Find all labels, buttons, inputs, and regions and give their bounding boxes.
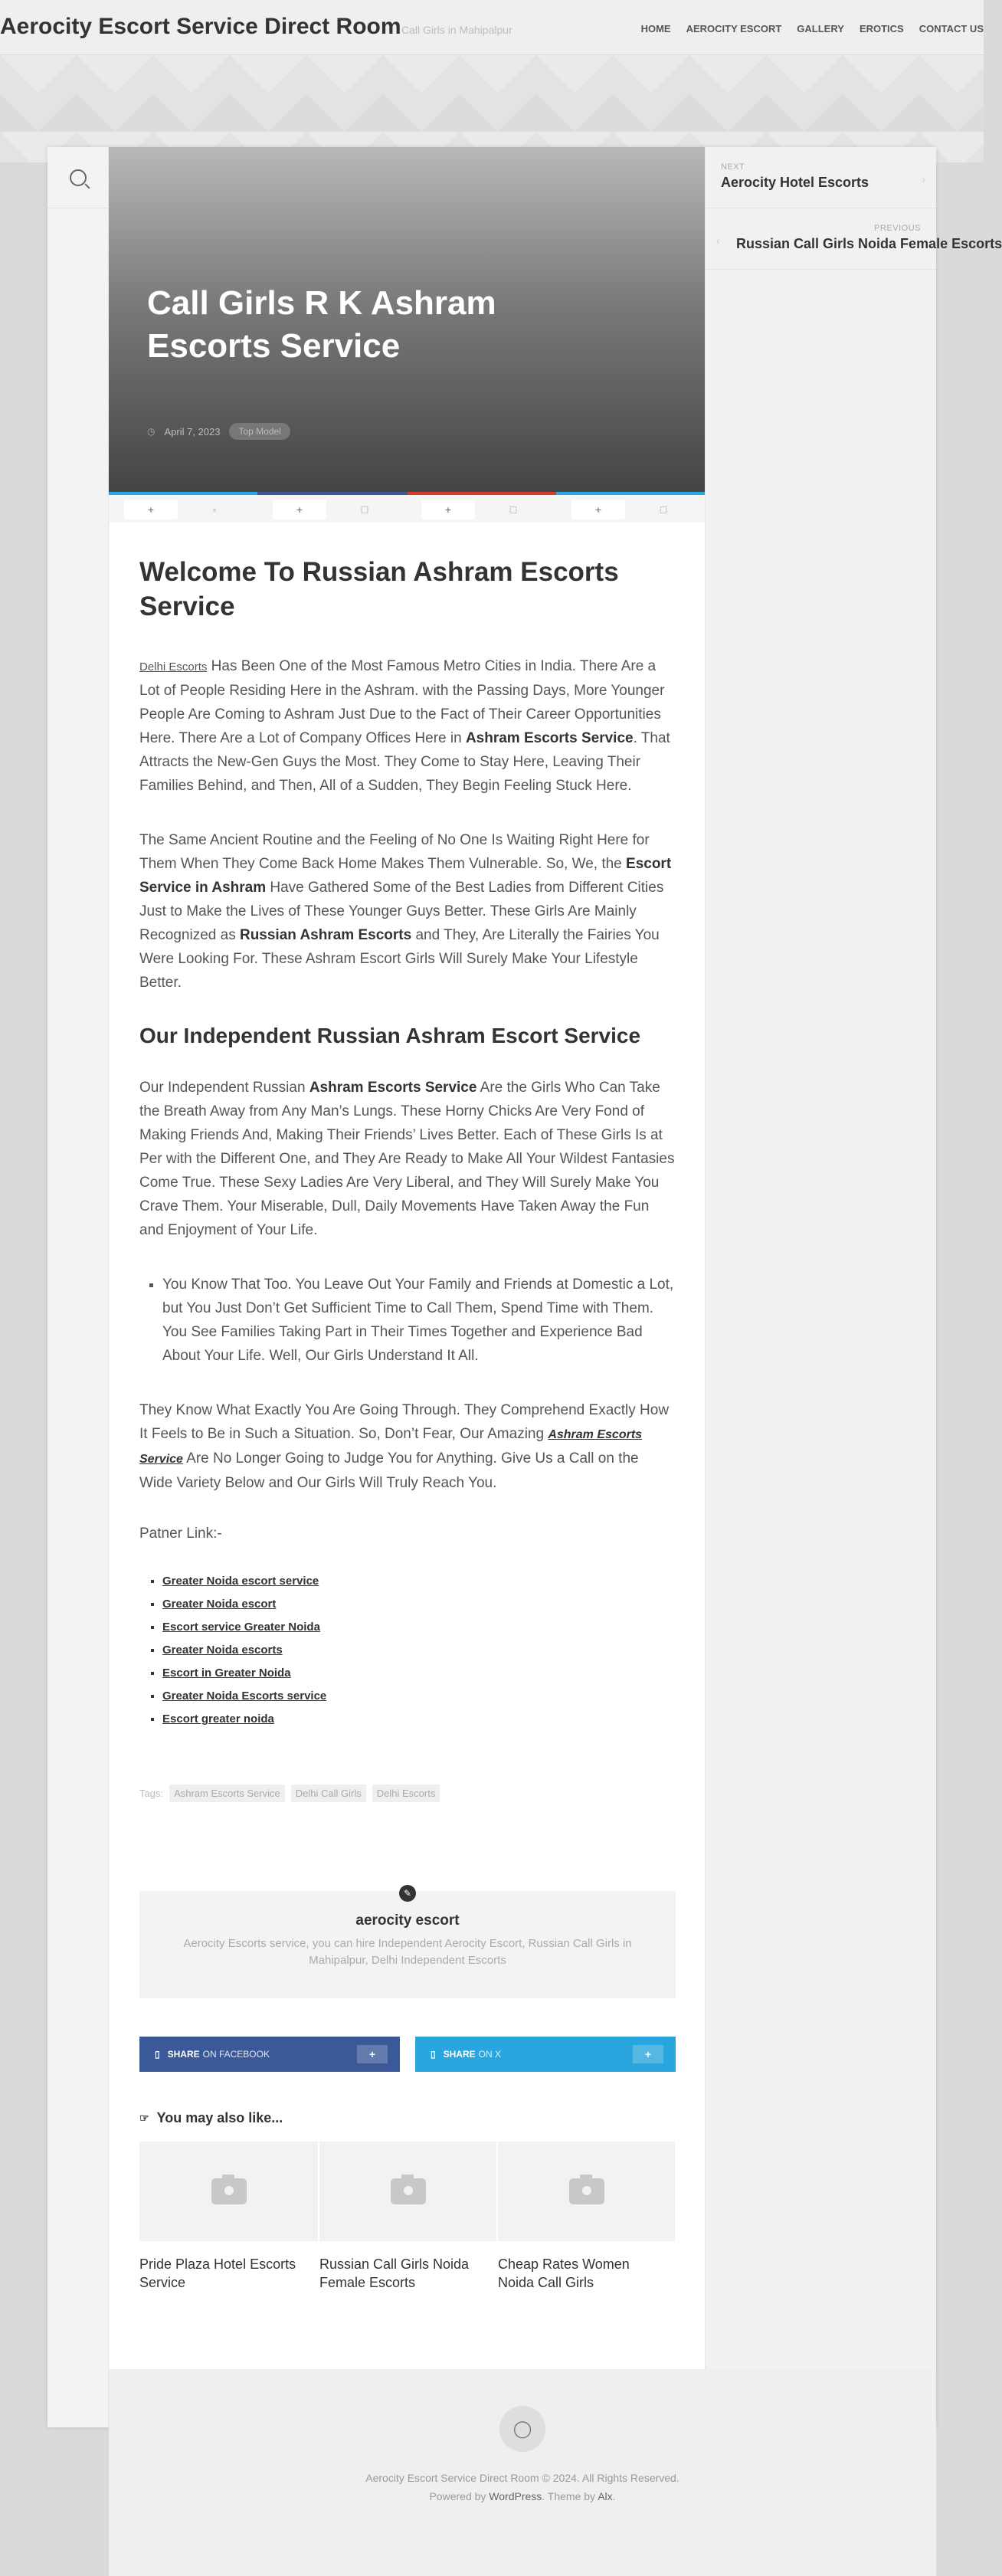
hand-icon: ☞ bbox=[139, 2112, 149, 2124]
tag-link[interactable]: Delhi Call Girls bbox=[291, 1785, 366, 1802]
site-footer bbox=[109, 2369, 936, 2576]
article-subheading: Our Independent Russian Ashram Escort Service bbox=[139, 1024, 641, 1047]
strip-blue bbox=[109, 492, 257, 495]
author-description: Aerocity Escorts service, you can hire Independent Aerocity Escort, Russian Call Girls in Mahipalpur, Delhi Independent Escorts bbox=[183, 1937, 632, 1967]
facebook-icon: ▯ bbox=[155, 2049, 160, 2060]
tag-link[interactable]: Ashram Escorts Service bbox=[169, 1785, 285, 1802]
strip-red bbox=[408, 492, 556, 495]
ashram-escorts-link[interactable]: Ashram Escorts Service bbox=[139, 1428, 643, 1466]
post-hero bbox=[109, 147, 705, 492]
footer-powered bbox=[109, 2490, 936, 2502]
chevron-right-icon: › bbox=[922, 173, 925, 185]
share-count-3[interactable]: + bbox=[421, 500, 475, 519]
share-facebook-button[interactable] bbox=[139, 2037, 400, 2072]
strip-navy bbox=[257, 492, 408, 495]
partner-link[interactable]: ▪ Greater Noida escort bbox=[162, 1593, 676, 1616]
paragraph-4 bbox=[139, 1398, 676, 1495]
chevron-left-icon: ‹ bbox=[716, 234, 720, 247]
related-thumbnail[interactable] bbox=[139, 2142, 318, 2241]
next-label: NEXT bbox=[721, 162, 745, 172]
bullet-list bbox=[139, 1273, 676, 1368]
p1-text-c: . That Attracts the New-Gen Guys the Most. They Come to Stay Here, Leaving Their Families Behind, and Then, All of a Sudden, They Begin Feeling Stuck Here. bbox=[139, 730, 670, 794]
next-post-link[interactable] bbox=[706, 147, 936, 208]
article-heading: Welcome To Russian Ashram Escorts Service bbox=[139, 557, 619, 621]
share-strip bbox=[109, 492, 705, 523]
strip-blue-2 bbox=[556, 492, 705, 495]
p1-text-a: Has Been One of the Most Famous Metro Cities in India. There Are a Lot of People Residing Here in the Ashram. with the Passing Days, More Younger People Are Coming to Ashram Just Due to the Fact of Their Career Opportunities Here. There Are a Lot of Company Offices Here in bbox=[139, 658, 665, 746]
post-tags bbox=[139, 1785, 676, 1802]
related-heading bbox=[139, 2110, 676, 2126]
clock-icon: ◷ bbox=[147, 426, 156, 437]
p3-text-a: Our Independent Russian bbox=[139, 1080, 309, 1096]
share-x-button[interactable] bbox=[415, 2037, 676, 2072]
powered-text-b: . Theme by bbox=[542, 2490, 598, 2502]
paragraph-2 bbox=[139, 828, 676, 995]
fb-share-strong: SHARE bbox=[167, 2049, 200, 2060]
x-icon: ▯ bbox=[431, 2049, 436, 2060]
share-count-4[interactable]: + bbox=[571, 500, 625, 519]
next-title[interactable]: Aerocity Hotel Escorts bbox=[721, 175, 869, 190]
p3-bold: Ashram Escorts Service bbox=[309, 1080, 477, 1096]
footer-copyright: Aerocity Escort Service Direct Room © 2024. All Rights Reserved. bbox=[365, 2472, 679, 2484]
related-title[interactable]: Pride Plaza Hotel Escorts Service bbox=[139, 2256, 296, 2290]
partner-link[interactable]: ▪ Escort in Greater Noida bbox=[162, 1662, 676, 1685]
tag-link[interactable]: Delhi Escorts bbox=[372, 1785, 440, 1802]
related-title[interactable]: Russian Call Girls Noida Female Escorts bbox=[319, 2256, 470, 2290]
camera-icon bbox=[211, 2178, 247, 2204]
previous-post-link[interactable] bbox=[706, 208, 1002, 270]
delhi-escorts-link[interactable]: Delhi Escorts bbox=[139, 660, 208, 673]
pencil-icon: ✎ bbox=[399, 1885, 416, 1902]
partner-link[interactable]: ▪ Escort greater noida bbox=[162, 1708, 676, 1731]
p3-text-c: Are the Girls Who Can Take the Breath Away from Any Man’s Lungs. These Horny Chicks Are Very Fond of Making Friends And, Making Their Friends’ Lives Better. Each of These Girls Is at Per with the Different One, and They Are Ready to Make All Your Wildest Fantasies Come True. These Sexy Ladies Are Very Liberal, and They Will Surely Make You Crave Them. Your Miserable, Dull, Daily Movements Have Taken Away the Fun and Enjoyment of Your Life. bbox=[139, 1080, 675, 1238]
post-title: Call Girls R K Ashram Escorts Service bbox=[147, 284, 496, 365]
paragraph-1 bbox=[139, 654, 676, 798]
previous-title[interactable]: Russian Call Girls Noida Female Escorts bbox=[736, 236, 1002, 251]
fb-share-rest: ON FACEBOOK bbox=[202, 2049, 270, 2060]
site-header bbox=[0, 0, 984, 55]
site-description: Call Girls in Mahipalpur bbox=[401, 24, 512, 36]
camera-icon bbox=[391, 2178, 426, 2204]
alx-link[interactable]: Alx bbox=[598, 2490, 613, 2502]
main-nav bbox=[641, 23, 984, 34]
p1-bold: Ashram Escorts Service bbox=[465, 730, 634, 746]
nav-erotics[interactable]: EROTICS bbox=[859, 23, 904, 34]
wordpress-link[interactable]: WordPress bbox=[489, 2490, 542, 2502]
share-buttons bbox=[139, 2037, 676, 2072]
partner-link[interactable]: ▪ Greater Noida escort service bbox=[162, 1570, 676, 1593]
fb-plus: + bbox=[357, 2045, 388, 2063]
previous-label: PREVIOUS bbox=[874, 224, 921, 233]
p4-text-c: Are No Longer Going to Judge You for Anything. Give Us a Call on the Wide Variety Below and Our Girls Will Truly Reach You. bbox=[139, 1450, 639, 1491]
nav-aerocity-escort[interactable]: AEROCITY ESCORT bbox=[686, 23, 782, 34]
header-pattern bbox=[0, 55, 984, 162]
partner-links bbox=[139, 1570, 676, 1731]
x-share-strong: SHARE bbox=[443, 2049, 476, 2060]
nav-home[interactable]: HOME bbox=[640, 23, 671, 34]
p2-bold-2: Russian Ashram Escorts bbox=[239, 927, 412, 943]
powered-text-c: . bbox=[612, 2490, 616, 2502]
nav-contact-us[interactable]: CONTACT US bbox=[918, 23, 984, 34]
page-wrapper bbox=[47, 147, 1002, 2502]
post-content bbox=[139, 546, 676, 2292]
p2-text-a: The Same Ancient Routine and the Feeling of No One Is Waiting Right Here for Them When They Come Back Home Makes Them Vulnerable. So, We, the bbox=[139, 832, 650, 872]
share-count-1[interactable]: + bbox=[124, 500, 178, 519]
p2-bold-1: Escort Service in Ashram bbox=[139, 856, 672, 896]
left-sidebar bbox=[47, 147, 109, 2427]
partner-link[interactable]: ▪ Escort service Greater Noida bbox=[162, 1616, 676, 1639]
post-date: April 7, 2023 bbox=[164, 425, 221, 438]
partner-link[interactable]: ▪ Greater Noida escorts bbox=[162, 1639, 676, 1662]
author-name: aerocity escort bbox=[355, 1912, 460, 1929]
related-title[interactable]: Cheap Rates Women Noida Call Girls bbox=[498, 2256, 630, 2290]
related-thumbnail[interactable] bbox=[498, 2142, 675, 2241]
search-icon bbox=[70, 169, 87, 186]
share-count-2[interactable]: + bbox=[273, 500, 326, 519]
right-sidebar bbox=[705, 147, 1002, 2369]
partner-link[interactable]: ▪ Greater Noida Escorts service bbox=[162, 1685, 676, 1708]
post-category[interactable]: Top Model bbox=[229, 423, 290, 440]
linkedin-icon[interactable]: □ bbox=[660, 503, 667, 516]
p2-text-c: Have Gathered Some of the Best Ladies from Different Cities Just to Make the Lives of These Younger Guys Better. These Girls Are Mainly Recognized as bbox=[139, 880, 664, 943]
p4-text-a: They Know What Exactly You Are Going Through. They Comprehend Exactly How It Feels to Be in Such a Situation. So, Don’t Fear, Our Amazing bbox=[139, 1402, 670, 1442]
wordpress-icon[interactable]: ◯ bbox=[499, 2406, 545, 2452]
related-thumbnail[interactable] bbox=[319, 2142, 496, 2241]
x-plus: + bbox=[633, 2045, 663, 2063]
post-meta bbox=[147, 423, 290, 440]
powered-text-a: Powered by bbox=[429, 2490, 490, 2502]
nav-gallery[interactable]: GALLERY bbox=[797, 23, 844, 34]
list-item: ▪ You Know That Too. You Leave Out Your Family and Friends at Domestic a Lot, but You Just Don’t Get Sufficient Time to Call Them, Spend Time with Them. You See Families Taking Part in Their Times Together and Experience Bad About Your Life. Well, Our Girls Understand It All. bbox=[162, 1273, 676, 1368]
author-box bbox=[139, 1888, 676, 1998]
site-title[interactable]: Aerocity Escort Service Direct Room bbox=[0, 14, 401, 39]
camera-icon bbox=[569, 2178, 604, 2204]
related-card[interactable] bbox=[496, 2142, 675, 2292]
pinterest-icon[interactable]: □ bbox=[509, 503, 517, 516]
paragraph-3 bbox=[139, 1076, 676, 1242]
related-card[interactable] bbox=[318, 2142, 496, 2292]
related-card[interactable] bbox=[139, 2142, 318, 2292]
twitter-icon[interactable]: ◦ bbox=[212, 503, 217, 516]
related-posts bbox=[139, 2142, 676, 2292]
p2-text-e: and They, Are Literally the Fairies You Were Looking For. These Ashram Escort Girls Will Surely Make Your Lifestyle Better. bbox=[139, 927, 660, 991]
partner-title: Patner Link:- bbox=[139, 1526, 222, 1542]
related-heading-text: You may also like... bbox=[156, 2110, 283, 2125]
tags-label: Tags: bbox=[139, 1788, 164, 1799]
search-toggle[interactable] bbox=[47, 147, 109, 208]
x-share-rest: ON X bbox=[478, 2049, 501, 2060]
facebook-icon[interactable]: □ bbox=[361, 503, 368, 516]
